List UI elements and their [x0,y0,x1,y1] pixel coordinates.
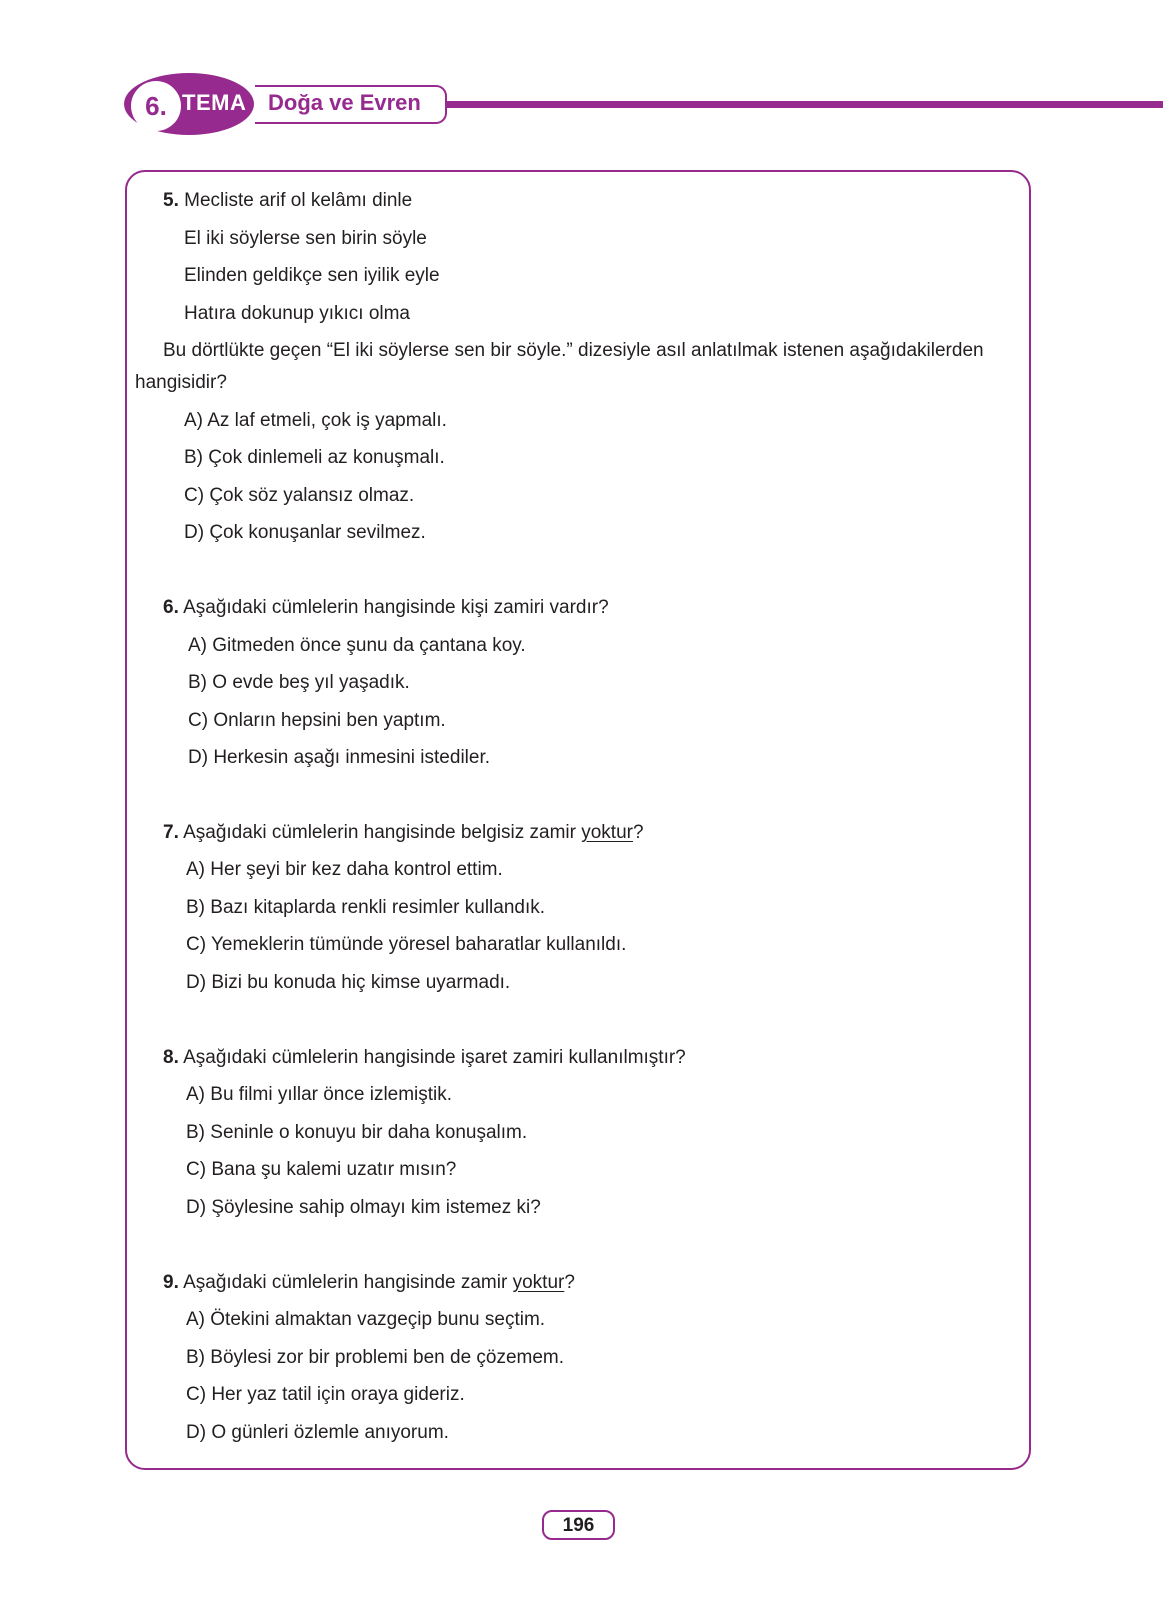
underlined-word: yoktur [581,822,633,843]
header-rule [440,101,1163,108]
theme-header [0,0,1163,150]
question-5-line [163,189,412,213]
answer-option: A) Az laf etmeli, çok iş yapmalı. [184,410,447,431]
answer-option: A) Ötekini almaktan vazgeçip bunu seçtim. [186,1309,546,1330]
question-text: hangisidir? [135,372,227,393]
question-stem: Aşağıdaki cümlelerin hangisinde işaret zamiri kullanılmıştır? [183,1047,686,1068]
question-mark: ? [632,822,644,843]
answer-option: B) Çok dinlemeli az konuşmalı. [184,447,445,468]
question-number: 6. [163,597,179,618]
answer-option: C) Çok söz yalansız olmaz. [184,485,415,506]
answer-option: C) Onların hepsini ben yaptım. [188,710,446,731]
question-stem: Aşağıdaki cümlelerin hangisinde zamir [183,1272,513,1293]
question-number: 5. [163,190,179,211]
question-text [163,1271,575,1295]
answer-option: D) Bizi bu konuda hiç kimse uyarmadı. [186,972,511,993]
question-mark: ? [564,1272,575,1293]
question-stem: Aşağıdaki cümlelerin hangisinde belgisiz zamir [183,822,582,843]
answer-option: D) O günleri özlemle anıyorum. [186,1422,449,1443]
question-text [163,596,609,620]
poem-line: El iki söylerse sen birin söyle [184,228,427,249]
question-number: 7. [163,822,179,843]
answer-option: B) Seninle o konuyu bir daha konuşalım. [186,1122,528,1143]
answer-option: A) Bu filmi yıllar önce izlemiştik. [186,1084,453,1105]
answer-option: B) Böylesi zor bir problemi ben de çözemem. [186,1347,565,1368]
answer-option: A) Gitmeden önce şunu da çantana koy. [188,635,526,656]
answer-option: C) Yemeklerin tümünde yöresel baharatlar kullanıldı. [186,934,627,955]
answer-option: C) Bana şu kalemi uzatır mısın? [186,1159,457,1180]
poem-line: Hatıra dokunup yıkıcı olma [184,303,410,324]
underlined-word: yoktur [512,1272,565,1293]
question-text: Bu dörtlükte geçen “El iki söylerse sen bir söyle.” dizesiyle asıl anlatılmak istenen aşağıdakilerden [163,340,984,361]
answer-option: D) Çok konuşanlar sevilmez. [184,522,426,543]
question-number: 8. [163,1047,179,1068]
answer-option: C) Her yaz tatil için oraya gideriz. [186,1384,465,1405]
poem-line: Mecliste arif ol kelâmı dinle [184,190,413,211]
theme-label: TEMA [182,90,247,115]
answer-option: D) Şöylesine sahip olmayı kim istemez ki? [186,1197,541,1218]
theme-title: Doğa ve Evren [268,90,421,115]
page-number: 196 [542,1510,615,1540]
answer-option: D) Herkesin aşağı inmesini istediler. [188,747,491,768]
theme-number: 6. [145,91,167,121]
question-text [163,821,644,845]
question-text [163,1046,686,1070]
answer-option: B) O evde beş yıl yaşadık. [188,672,410,693]
poem-line: Elinden geldikçe sen iyilik eyle [184,265,440,286]
question-stem: Aşağıdaki cümlelerin hangisinde kişi zamiri vardır? [183,597,609,618]
answer-option: A) Her şeyi bir kez daha kontrol ettim. [186,859,503,880]
answer-option: B) Bazı kitaplarda renkli resimler kullandık. [186,897,546,918]
question-number: 9. [163,1272,179,1293]
